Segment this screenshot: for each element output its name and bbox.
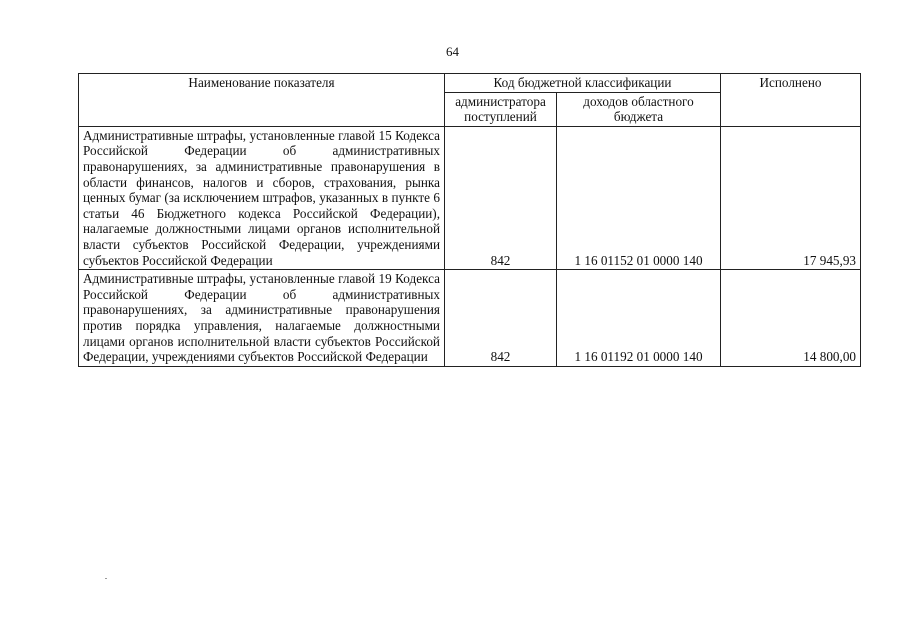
row-indicator-name: Административные штрафы, установленные главой 19 Кодекса Российской Федерации об административных правонарушениях, за административные правонарушения против порядка управления, налагаемые должностными лицами органов исполнительной власти субъектов Российской Федерации, учреждениями субъектов Российской Федерации: [79, 270, 445, 367]
table-row: [79, 126, 861, 269]
row-executed-amount: 14 800,00: [721, 270, 861, 367]
row-administrator-code: 842: [445, 126, 557, 269]
budget-table: [78, 73, 861, 367]
header-revenue: доходов областного бюджета: [557, 92, 721, 126]
page-number: 64: [446, 44, 459, 59]
row-administrator-code: 842: [445, 270, 557, 367]
header-indicator-name: Наименование показателя: [79, 74, 445, 127]
header-executed: Исполнено: [721, 74, 861, 127]
header-administrator: администратора поступлений: [445, 92, 557, 126]
row-revenue-code: 1 16 01152 01 0000 140: [557, 126, 721, 269]
row-executed-amount: 17 945,93: [721, 126, 861, 269]
row-indicator-name: Административные штрафы, установленные главой 15 Кодекса Российской Федерации об административных правонарушениях, за административные правонарушения в области финансов, налогов и сборов, страхования, рынка ценных бумаг (за исключением штрафов, указанных в пункте 6 статьи 46 Бюджетного кодекса Российской Федерации), налагаемые должностными лицами органов исполнительной власти субъектов Российской Федерации, учреждениями субъектов Российской Федерации: [79, 126, 445, 269]
scan-speck: [105, 578, 107, 579]
header-budget-code: Код бюджетной классификации: [445, 74, 721, 93]
table-row: [79, 270, 861, 367]
row-revenue-code: 1 16 01192 01 0000 140: [557, 270, 721, 367]
header-row-main: [79, 74, 861, 93]
